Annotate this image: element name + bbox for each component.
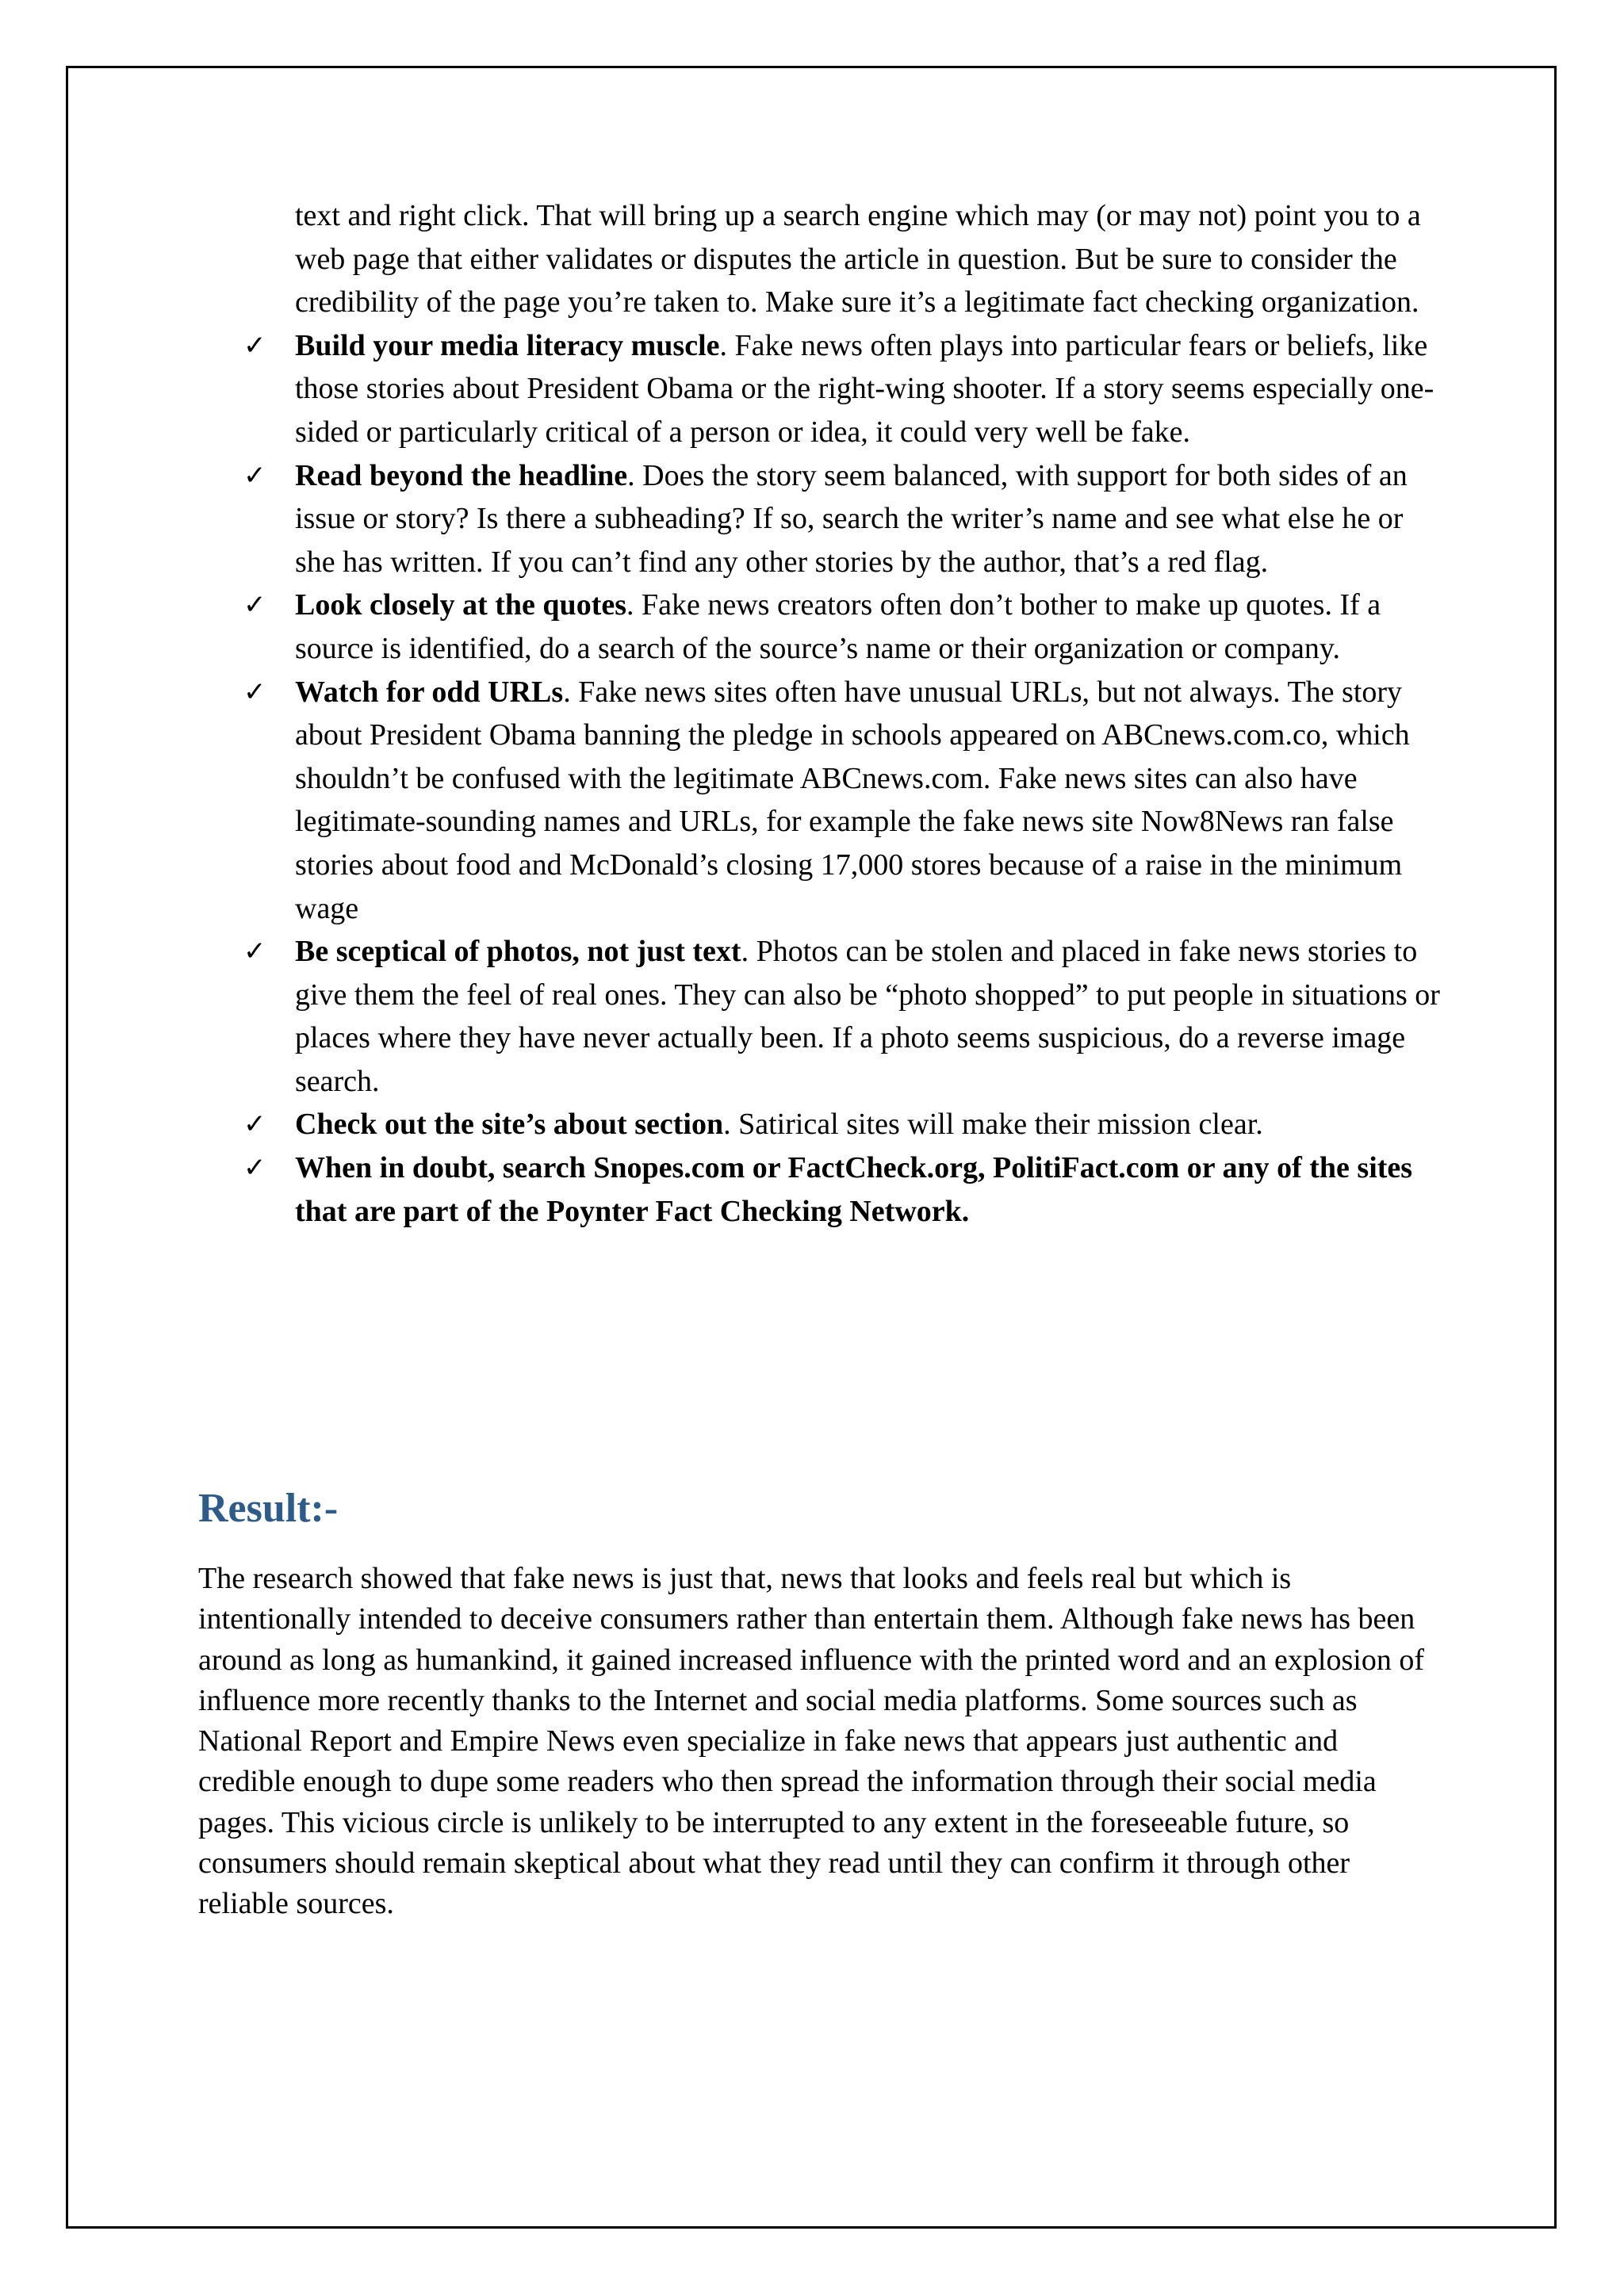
checklist-item-title: When in doubt, search Snopes.com or FactCheck.org, PolitiFact.com or any of the sites that are part of the Poynter Fact Checking Network. <box>295 1151 1413 1228</box>
result-heading: Result:- <box>198 1486 339 1531</box>
checklist-item-text: . Fake news creators often don’t bother to make up quotes. If a source is identified, do a search of the source’s name or their organization or company. <box>295 588 1381 665</box>
checklist-item-text: . Photos can be stolen and placed in fake news stories to give them the feel of real ones. They can also be “photo shopped” to put people in situations or places where they have never actually been. If a photo seems suspicious, do a reverse image search. <box>295 935 1440 1098</box>
checklist-item <box>198 584 1443 670</box>
checklist-item-text: . Fake news often plays into particular fears or beliefs, like those stories about President Obama or the right-wing shooter. If a story seems especially one-sided or particularly critical of a person or idea, it could very well be fake. <box>295 328 1434 449</box>
checkmark-icon: ✓ <box>243 1152 266 1184</box>
result-paragraph: The research showed that fake news is just that, news that looks and feels real but which is intentionally intended to deceive consumers rather than entertain them. Although fake news has been around as long as humankind, it gained increased influence with the printed word and an explosion of influence more recently thanks to the Internet and social media platforms. Some sources such as National Report and Empire News even specialize in fake news that appears just authentic and credible enough to dupe some readers who then spread the information through their social media pages. This vicious circle is unlikely to be interrupted to any extent in the foreseeable future, so consumers should remain skeptical about what they read until they can confirm it through other reliable sources. <box>198 1562 1424 1921</box>
checklist-item-title: Look closely at the quotes <box>295 588 626 622</box>
checklist-item-text: . Satirical sites will make their mission clear. <box>723 1108 1263 1142</box>
checklist-item <box>198 1146 1443 1233</box>
checkmark-icon: ✓ <box>243 936 266 968</box>
checkmark-icon: ✓ <box>243 329 266 362</box>
main-content <box>198 194 1443 1233</box>
checklist-item <box>198 671 1443 931</box>
checkmark-icon: ✓ <box>243 459 266 492</box>
tips-checklist <box>198 324 1443 1233</box>
checklist-item <box>198 324 1443 454</box>
checkmark-icon: ✓ <box>243 675 266 708</box>
checklist-item <box>198 454 1443 584</box>
checklist-item-title: Be sceptical of photos, not just text <box>295 935 741 969</box>
checklist-item-title: Build your media literacy muscle <box>295 328 720 362</box>
intro-continuation-paragraph: text and right click. That will bring up a search engine which may (or may not) point you to a web page that either validates or disputes the article in question. But be sure to consider the credibility of the page you’re taken to. Make sure it’s a legitimate fact checking organization. <box>295 199 1421 320</box>
checklist-item-text: . Does the story seem balanced, with support for both sides of an issue or story? Is there a subheading? If so, search the writer’s name and see what else he or she has written. If you can’t find any other stories by the author, that’s a red flag. <box>295 458 1408 579</box>
checkmark-icon: ✓ <box>243 1108 266 1141</box>
checklist-item-text: . Fake news sites often have unusual URLs, but not always. The story about President Obama banning the pledge in schools appeared on ABCnews.com.co, which shouldn’t be confused with the legitimate ABCnews.com. Fake news sites can also have legitimate-sounding names and URLs, for example the fake news site Now8News ran false stories about food and McDonald’s closing 17,000 stores because of a raise in the minimum wage <box>295 675 1410 925</box>
checklist-item <box>198 930 1443 1103</box>
checklist-item <box>198 1103 1443 1146</box>
checkmark-icon: ✓ <box>243 589 266 622</box>
checklist-item-title: Check out the site’s about section <box>295 1108 724 1142</box>
checklist-item-title: Read beyond the headline <box>295 458 628 492</box>
checklist-item-title: Watch for odd URLs <box>295 675 564 709</box>
